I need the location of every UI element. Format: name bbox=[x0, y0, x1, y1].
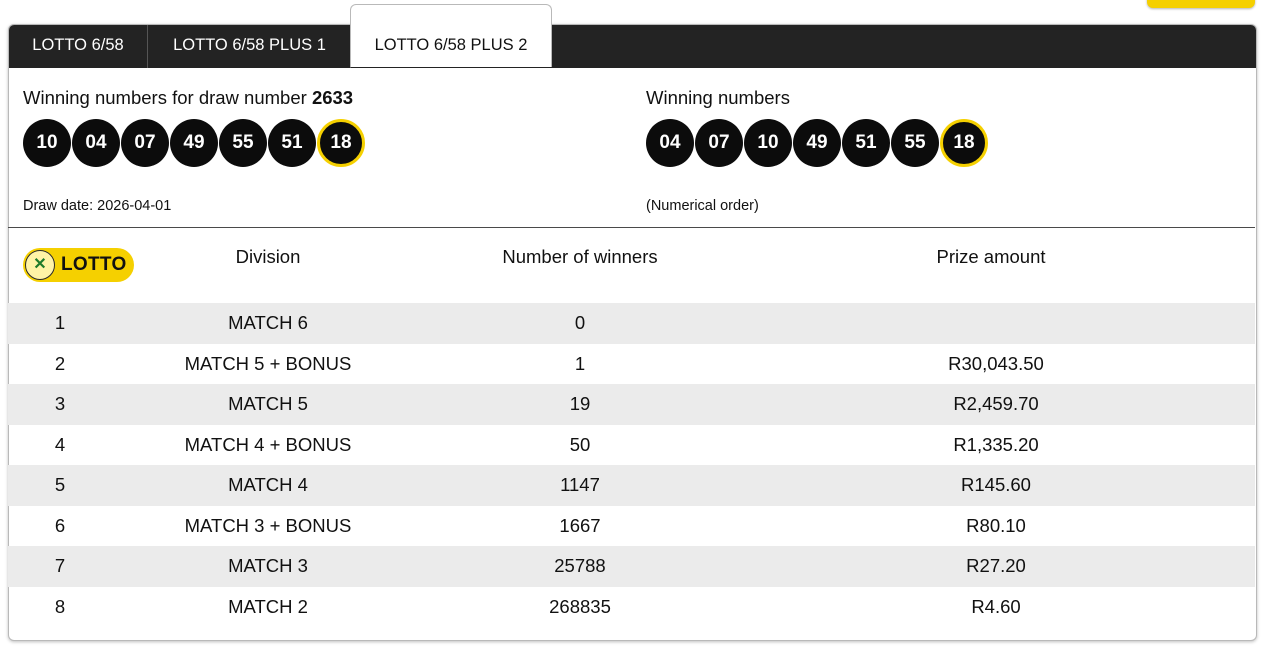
prize-amount: R145.60 bbox=[961, 474, 1031, 495]
division-name: MATCH 2 bbox=[228, 595, 308, 617]
sorted-results-panel bbox=[646, 86, 988, 216]
division-number: 3 bbox=[54, 393, 66, 414]
ball: 07 bbox=[695, 119, 743, 167]
ball: 51 bbox=[268, 119, 316, 167]
ball: 10 bbox=[23, 119, 71, 167]
section-divider bbox=[8, 227, 1255, 228]
prize-amount: R2,459.70 bbox=[953, 393, 1039, 414]
logo-text: LOTTO bbox=[61, 254, 127, 275]
division-name: MATCH 3 bbox=[228, 555, 308, 576]
division-number: 4 bbox=[54, 433, 66, 455]
prize-amount bbox=[896, 303, 1096, 344]
bonus-ball: 18 bbox=[940, 119, 988, 167]
division-number: 8 bbox=[54, 595, 66, 617]
division-number: 7 bbox=[54, 555, 66, 576]
prize-amount: R27.20 bbox=[966, 555, 1026, 576]
prize-amount: R80.10 bbox=[966, 514, 1026, 536]
division-name: MATCH 5 bbox=[228, 393, 308, 414]
ball: 51 bbox=[842, 119, 890, 167]
header-division: Division bbox=[235, 246, 301, 267]
table-row bbox=[8, 384, 1255, 425]
header-winners: Number of winners bbox=[502, 246, 658, 267]
ball: 55 bbox=[219, 119, 267, 167]
table-row bbox=[8, 344, 1255, 385]
table-row bbox=[8, 425, 1255, 466]
lottery-emblem-icon bbox=[25, 250, 55, 280]
draw-heading-prefix: Winning numbers for draw number bbox=[23, 87, 312, 108]
draw-number: 2633 bbox=[311, 87, 354, 108]
sorted-balls bbox=[646, 119, 988, 167]
prize-amount: R1,335.20 bbox=[953, 433, 1039, 455]
ball: 49 bbox=[170, 119, 218, 167]
winners-count: 50 bbox=[569, 433, 591, 455]
winners-count: 1 bbox=[574, 352, 586, 374]
division-name: MATCH 6 bbox=[228, 312, 308, 333]
winners-count: 0 bbox=[574, 312, 586, 333]
division-name: MATCH 5 + BONUS bbox=[184, 352, 352, 374]
division-name: MATCH 4 + BONUS bbox=[184, 433, 352, 455]
table-row bbox=[8, 303, 1255, 344]
table-row bbox=[8, 506, 1255, 547]
division-number: 6 bbox=[54, 514, 66, 536]
winners-count: 1667 bbox=[559, 514, 601, 536]
ball: 04 bbox=[646, 119, 694, 167]
winners-count: 25788 bbox=[554, 555, 606, 576]
tab-lotto-plus-1[interactable]: LOTTO 6/58 PLUS 1 bbox=[149, 25, 351, 68]
division-name: MATCH 3 + BONUS bbox=[184, 514, 352, 536]
prize-table bbox=[8, 303, 1255, 627]
winners-count: 268835 bbox=[549, 595, 611, 617]
division-number: 2 bbox=[54, 352, 66, 374]
prize-amount: R30,043.50 bbox=[948, 352, 1044, 374]
ball: 49 bbox=[793, 119, 841, 167]
drawn-balls bbox=[23, 119, 365, 167]
table-row bbox=[8, 546, 1255, 587]
lotto-logo bbox=[23, 248, 134, 282]
draw-date: Draw date: 2026-04-01 bbox=[23, 198, 172, 214]
winners-count: 1147 bbox=[560, 474, 600, 495]
tab-lotto-plus-2[interactable]: LOTTO 6/58 PLUS 2 bbox=[350, 4, 552, 67]
division-number: 1 bbox=[54, 312, 66, 333]
sorted-heading: Winning numbers bbox=[646, 87, 790, 108]
top-yellow-button[interactable] bbox=[1147, 0, 1255, 8]
header-prize: Prize amount bbox=[936, 246, 1046, 267]
emblem-symbol: ✕ bbox=[33, 256, 47, 273]
division-number: 5 bbox=[54, 474, 66, 495]
ball: 55 bbox=[891, 119, 939, 167]
draw-heading bbox=[23, 86, 365, 110]
tab-lotto[interactable]: LOTTO 6/58 bbox=[9, 25, 148, 68]
draw-results-panel bbox=[23, 86, 365, 216]
bonus-ball: 18 bbox=[317, 119, 365, 167]
table-row bbox=[8, 465, 1255, 506]
winners-count: 19 bbox=[569, 393, 591, 414]
division-name: MATCH 4 bbox=[228, 474, 308, 495]
ball: 04 bbox=[72, 119, 120, 167]
table-row bbox=[8, 587, 1255, 628]
numerical-order-note: (Numerical order) bbox=[646, 198, 759, 214]
prize-amount: R4.60 bbox=[971, 595, 1021, 617]
card-content bbox=[8, 24, 1255, 639]
ball: 10 bbox=[744, 119, 792, 167]
ball: 07 bbox=[121, 119, 169, 167]
